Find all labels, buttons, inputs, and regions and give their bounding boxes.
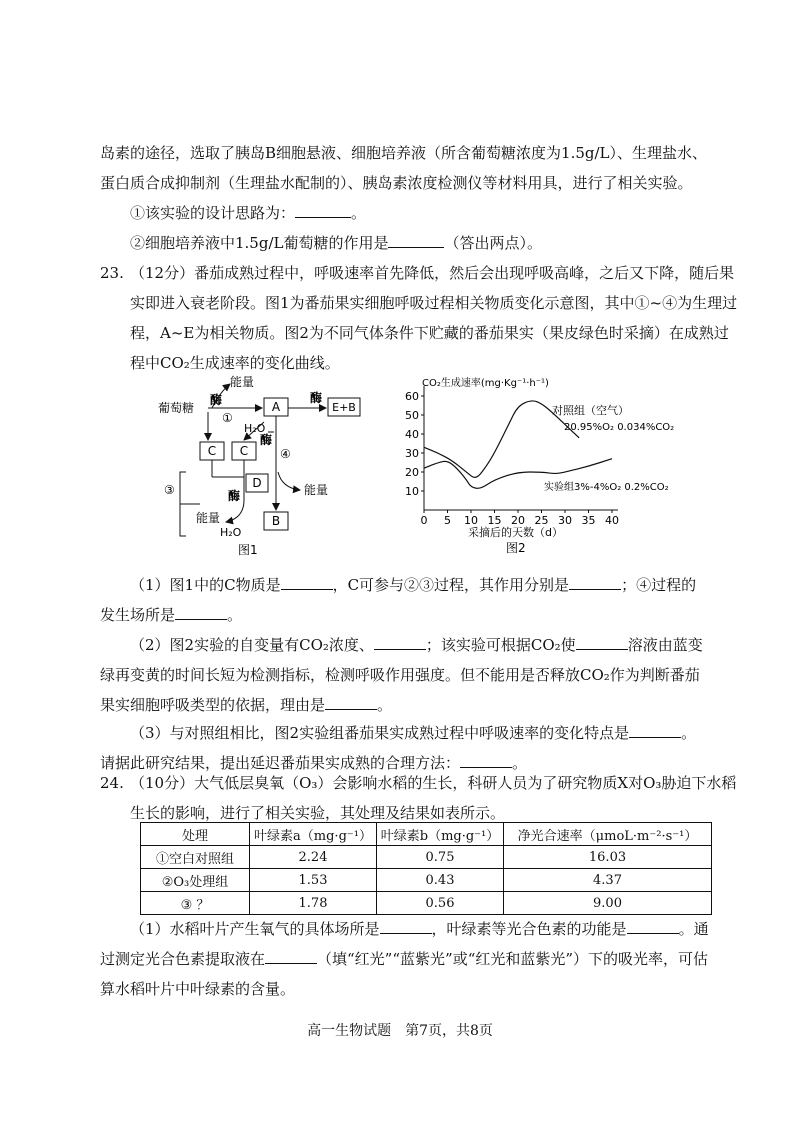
q23-sub1-text-b: ，C可参与②③过程，其作用分别是	[332, 576, 570, 594]
table-cell: ②O₃处理组	[141, 869, 250, 892]
intro-item-1	[100, 198, 710, 228]
x-tick-label: 10	[464, 514, 478, 527]
table-cell: 4.37	[504, 869, 712, 892]
figure-1-diagram	[150, 372, 390, 557]
control-series-label: 对照组（空气）	[552, 404, 629, 417]
y-tick-label: 10	[405, 485, 419, 498]
box-b-label: B	[271, 514, 281, 528]
answer-blank[interactable]	[325, 693, 377, 710]
q23-sub2-text-a: （2）图2实验的自变量有CO₂浓度、	[130, 636, 374, 654]
table-cell: 0.56	[377, 892, 504, 915]
figure-2-chart	[396, 372, 700, 562]
y-axis-label: CO₂生成速率(mg·Kg⁻¹·h⁻¹)	[422, 378, 549, 389]
table-cell: 0.75	[377, 846, 504, 869]
q23-sub3-text-c: 。	[512, 754, 528, 772]
answer-blank[interactable]	[295, 201, 351, 218]
x-tick-label: 0	[420, 514, 428, 527]
question-24	[100, 768, 740, 828]
box-a-label: A	[271, 400, 281, 414]
table-cell: ③ ？	[141, 892, 250, 915]
process-1-label: ①	[222, 411, 233, 425]
table-row	[141, 892, 712, 915]
table-cell: 1.78	[250, 892, 377, 915]
water-label-1: H₂O	[244, 422, 266, 435]
q23-sub2-text-b: ；该实验可根据CO₂使	[425, 636, 576, 654]
answer-blank[interactable]	[374, 633, 426, 650]
x-tick-label: 35	[581, 514, 596, 527]
y-tick-label: 50	[405, 409, 419, 422]
table-header-row	[141, 823, 712, 846]
intro-item-2-text: ②细胞培养液中1.5g/L葡萄糖的作用是	[130, 234, 389, 252]
y-tick-label: 60	[405, 390, 419, 403]
box-c-left-label: C	[207, 444, 217, 458]
answer-blank[interactable]	[175, 603, 227, 620]
enzyme-label-2: 酶	[310, 391, 323, 405]
answer-blank[interactable]	[627, 917, 679, 934]
table-cell: 0.43	[377, 869, 504, 892]
x-tick-label: 20	[511, 514, 525, 527]
table-cell: 2.24	[250, 846, 377, 869]
table-row	[141, 869, 712, 892]
box-d-label: D	[252, 476, 262, 490]
box-eb-label: E+B	[332, 401, 356, 414]
water-label-2: H₂O	[220, 526, 242, 539]
figure-1-caption: 图1	[238, 543, 258, 557]
results-table	[140, 822, 712, 915]
box-c-right-label: C	[239, 444, 249, 458]
q23-sub1-text-c: ；④过程的发生场所是	[100, 576, 697, 624]
x-tick-label: 5	[444, 514, 451, 527]
control-series-sublabel: 20.95%O₂ 0.034%CO₂	[564, 422, 675, 433]
energy-label-bottom: 能量	[196, 511, 221, 525]
table-row	[141, 846, 712, 869]
q24-sub1-text-a: （1）水稻叶片产生氧气的具体场所是	[130, 920, 380, 938]
q23-sub2-text-d: 。	[377, 696, 393, 714]
intro-item-2	[100, 228, 710, 258]
experimental-series-label: 实验组3%-4%O₂ 0.2%CO₂	[544, 482, 669, 493]
answer-blank[interactable]	[265, 947, 317, 964]
enzyme-label-3: 酶	[260, 433, 273, 447]
enzyme-label-1: 酶	[210, 393, 223, 407]
question-number: 23.	[100, 264, 124, 282]
q24-sub1	[100, 914, 710, 1004]
question-number: 24.	[100, 774, 124, 792]
q23-sub3-text-b: 。请据此研究结果，提出延迟番茄果实成熟的合理方法：	[100, 724, 697, 772]
answer-blank[interactable]	[460, 751, 512, 768]
y-tick-label: 40	[405, 428, 419, 441]
table-cell: 1.53	[250, 869, 377, 892]
intro-item-1-text: ①该实验的设计思路为：	[130, 204, 296, 222]
answer-blank[interactable]	[281, 573, 333, 590]
intro-item-2-suffix: （答出两点）。	[444, 234, 542, 252]
y-tick-label: 20	[405, 466, 419, 479]
process-4-label: ④	[280, 447, 291, 461]
table-header: 净光合速率（μmoL·m⁻²·s⁻¹）	[504, 823, 712, 846]
figure-2-caption: 图2	[506, 541, 526, 555]
q23-sub1-text-a: （1）图1中的C物质是	[130, 576, 281, 594]
energy-arrow-right	[278, 472, 300, 490]
intro-text: 岛素的途径，选取了胰岛B细胞悬液、细胞培养液（所含葡萄糖浓度为1.5g/L）、生理盐水、蛋白质合成抑制剂（生理盐水配制的）、胰岛素浓度检测仪等材料用具，进行了相关实验。	[100, 144, 707, 192]
y-tick-label: 30	[405, 447, 419, 460]
table-cell: ①空白对照组	[141, 846, 250, 869]
q24-sub1-text-d: （填“红光”“蓝紫光”或“红光和蓝紫光”）下的吸光率，可估算水稻叶片中叶绿素的含量。	[100, 950, 709, 998]
question-23	[100, 258, 740, 378]
answer-blank[interactable]	[569, 573, 621, 590]
energy-label-top: 能量	[230, 375, 255, 389]
page-footer: 高一生物试题 第7页，共8页	[307, 1023, 493, 1039]
energy-arrow-bottom	[226, 500, 244, 522]
table-header: 叶绿素b（mg·g⁻¹）	[377, 823, 504, 846]
answer-blank[interactable]	[576, 633, 628, 650]
x-tick-label: 25	[534, 514, 549, 527]
q23-sub1-text-d: 。	[227, 606, 243, 624]
q23-sub2-text-c: 溶液由蓝变绿再变黄的时间长短为检测指标，检测呼吸作用强度。但不能用是否释放CO₂作为判断番茄果实细胞呼吸类型的依据，理由是	[100, 636, 703, 714]
table-header: 处理	[141, 823, 250, 846]
q24-sub1-text-b: ，叶绿素等光合色素的功能是	[431, 920, 627, 938]
x-tick-label: 30	[558, 514, 572, 527]
q23-sub1	[100, 570, 710, 630]
x-tick-label: 15	[487, 514, 502, 527]
q24-sub1-text-c: 。通过测定光合色素提取液在	[100, 920, 709, 968]
energy-label-right: 能量	[304, 483, 329, 497]
process-3-label: ③	[164, 483, 175, 497]
table-cell: 16.03	[504, 846, 712, 869]
enzyme-label-4: 酶	[228, 489, 241, 503]
question-24-text: （10分）大气低层臭氧（O₃）会影响水稻的生长，科研人员为了研究物质X对O₃胁迫下水稻生长的影响，进行了相关实验，其处理及结果如表所示。	[130, 774, 737, 822]
table-header: 叶绿素a（mg·g⁻¹）	[250, 823, 377, 846]
answer-blank[interactable]	[629, 721, 681, 738]
intro-item-1-suffix: 。	[351, 204, 367, 222]
x-tick-label: 40	[605, 514, 619, 527]
question-23-text: （12分）番茄成熟过程中，呼吸速率首先降低，然后会出现呼吸高峰，之后又下降，随后果实即进入衰老阶段。图1为番茄果实细胞呼吸过程相关物质变化示意图，其中①~④为生理过程，A~E为相关物质。图2为不同气体条件下贮藏的番茄果实（果皮绿色时采摘）在成熟过程中CO₂生成速率的变化曲线。	[130, 264, 738, 372]
q23-sub2	[100, 630, 710, 720]
answer-blank[interactable]	[380, 917, 432, 934]
table-cell: 9.00	[504, 892, 712, 915]
answer-blank[interactable]	[388, 231, 444, 248]
glucose-label: 葡萄糖	[158, 401, 195, 415]
q23-sub3-text-a: （3）与对照组相比，图2实验组番茄果实成熟过程中呼吸速率的变化特点是	[130, 724, 630, 742]
intro-paragraph	[100, 138, 710, 198]
x-axis-label: 采摘后的天数（d）	[468, 526, 563, 539]
